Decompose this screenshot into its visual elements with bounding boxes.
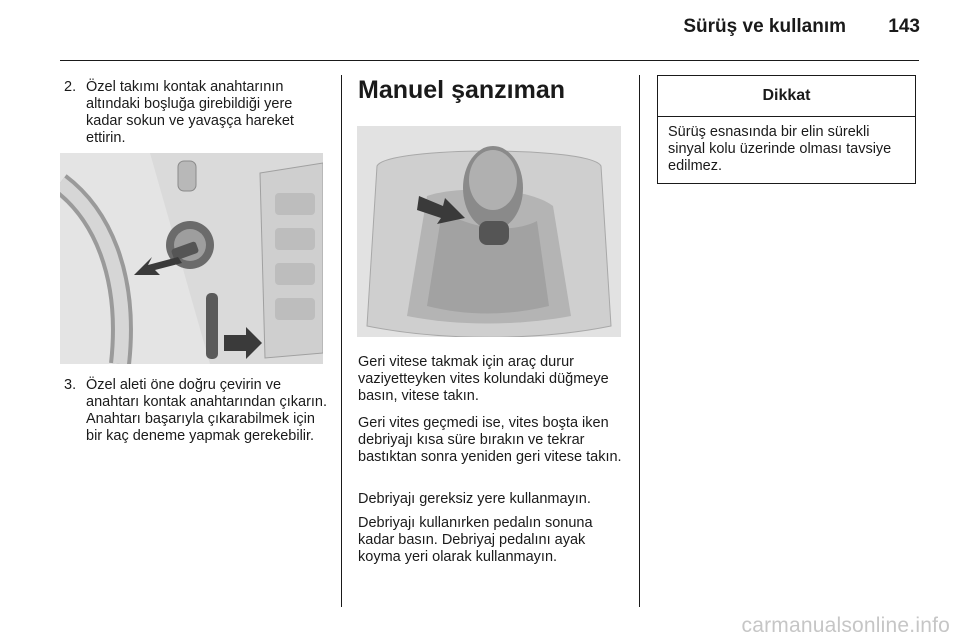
- step-2: [64, 79, 328, 147]
- step-3: [64, 377, 328, 445]
- step-2-number: 2.: [64, 79, 77, 95]
- notice-text: Sürüş esnasında bir elin sürekli sinyal kolu üzerinde olması tavsiye edilmez.: [668, 124, 892, 174]
- step-3-number: 3.: [64, 377, 77, 393]
- paragraph-2: Geri vites geçmedi ise, vites boşta iken debriyajı kısa süre bırakın ve tekrar bastıktan sonra yeniden geri vitese takın.: [358, 415, 622, 465]
- gear-lever-illustration: [357, 126, 621, 337]
- ignition-key-tool-illustration: [60, 153, 323, 364]
- section-title: Manuel şanzıman: [358, 76, 565, 104]
- page-number: 143: [888, 16, 920, 37]
- notice-heading: Dikkat: [658, 76, 915, 117]
- watermark: carmanualsonline.info: [741, 614, 950, 637]
- notice-box: [657, 75, 916, 184]
- column-divider-right: [639, 75, 640, 607]
- paragraph-4: Debriyajı kullanırken pedalın sonuna kadar basın. Debriyaj pedalını ayak koyma yeri olarak kullanmayın.: [358, 515, 593, 565]
- step-3-text: Özel aleti öne doğru çevirin ve anahtarı kontak anahtarından çıkarın. Anahtarı başarıyla çıkarabilmek için bir kaç deneme yapmak gerekebilir.: [86, 377, 328, 444]
- step-2-text: Özel takımı kontak anahtarının altındaki boşluğa girebildiği yere kadar sokun ve yavaşça hareket ettirin.: [86, 79, 294, 146]
- column-divider-left: [341, 75, 342, 607]
- paragraph-1: Geri vitese takmak için araç durur vaziyetteyken vites kolundaki düğmeye basın, vitese takın.: [358, 354, 609, 404]
- running-header-title: Sürüş ve kullanım: [683, 16, 846, 37]
- header-divider: [60, 60, 919, 61]
- paragraph-3: Debriyajı gereksiz yere kullanmayın.: [358, 491, 591, 507]
